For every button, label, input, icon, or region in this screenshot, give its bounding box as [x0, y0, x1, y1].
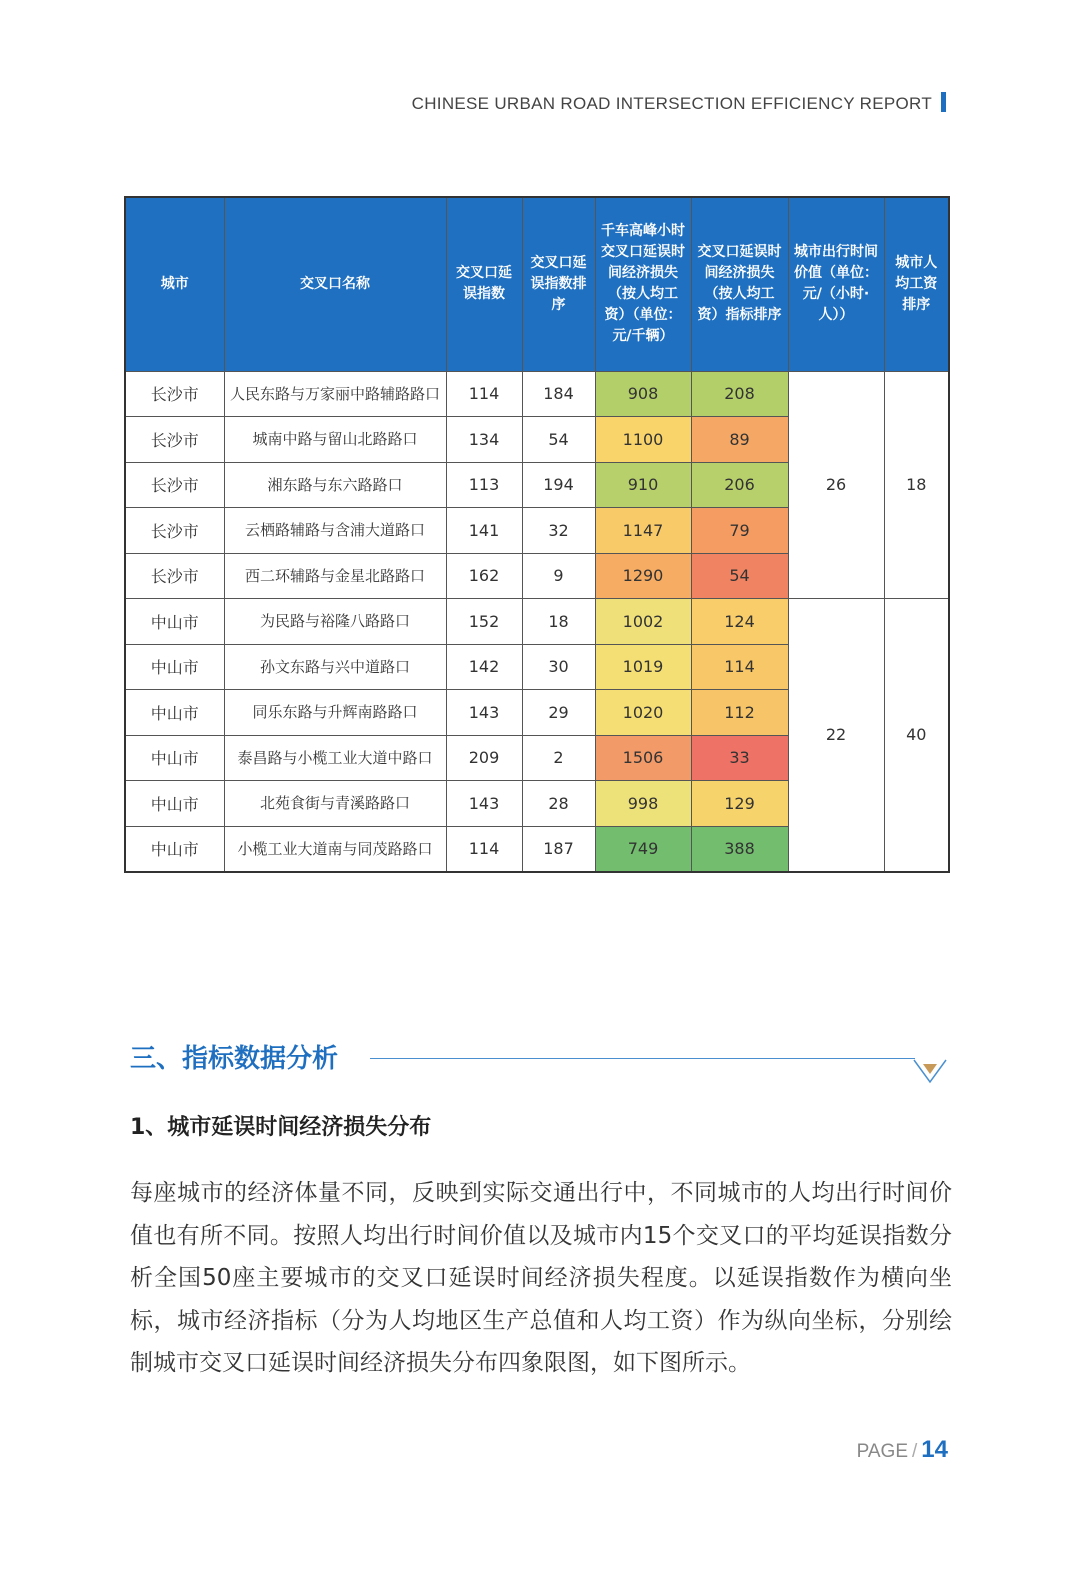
cell-loss-rank: 89 — [691, 417, 788, 463]
cell-city: 中山市 — [125, 781, 224, 827]
cell-index-rank: 187 — [522, 826, 595, 872]
cell-index: 143 — [446, 781, 522, 827]
cell-index: 114 — [446, 826, 522, 872]
cell-loss-rank: 208 — [691, 371, 788, 417]
col-header-city: 城市 — [125, 197, 224, 371]
cell-index: 209 — [446, 735, 522, 781]
col-header-index-rank: 交叉口延误指数排序 — [522, 197, 595, 371]
cell-time-value: 26 — [788, 371, 884, 599]
cell-loss-rank: 79 — [691, 508, 788, 554]
cell-index-rank: 2 — [522, 735, 595, 781]
section-divider — [370, 1058, 915, 1059]
cell-index-rank: 9 — [522, 553, 595, 599]
page-number-value: 14 — [921, 1436, 948, 1463]
col-header-wage-rank: 城市人均工资排序 — [884, 197, 949, 371]
cell-name: 泰昌路与小榄工业大道中路口 — [224, 735, 446, 781]
cell-index-rank: 29 — [522, 690, 595, 736]
cell-index: 152 — [446, 599, 522, 645]
cell-index-rank: 18 — [522, 599, 595, 645]
cell-loss-rank: 114 — [691, 644, 788, 690]
cell-loss: 1147 — [595, 508, 691, 554]
col-header-time-value: 城市出行时间价值（单位：元/（小时·人）） — [788, 197, 884, 371]
intersection-table — [124, 196, 950, 873]
cell-loss-rank: 112 — [691, 690, 788, 736]
cell-index: 143 — [446, 690, 522, 736]
cell-name: 云栖路辅路与含浦大道路口 — [224, 508, 446, 554]
page-label: PAGE — [856, 1441, 909, 1462]
cell-index-rank: 28 — [522, 781, 595, 827]
cell-name: 同乐东路与升辉南路路口 — [224, 690, 446, 736]
cell-loss: 1100 — [595, 417, 691, 463]
cell-index-rank: 30 — [522, 644, 595, 690]
cell-city: 长沙市 — [125, 508, 224, 554]
cell-index-rank: 184 — [522, 371, 595, 417]
cell-name: 湘东路与东六路路口 — [224, 462, 446, 508]
cell-index: 113 — [446, 462, 522, 508]
cell-loss-rank: 129 — [691, 781, 788, 827]
triangle-down-icon — [912, 1058, 948, 1084]
cell-wage-rank: 18 — [884, 371, 949, 599]
table-row — [125, 371, 949, 417]
cell-loss: 1506 — [595, 735, 691, 781]
cell-city: 中山市 — [125, 644, 224, 690]
cell-loss: 1002 — [595, 599, 691, 645]
cell-city: 中山市 — [125, 826, 224, 872]
report-header-title: CHINESE URBAN ROAD INTERSECTION EFFICIENCY REPORT — [411, 94, 932, 113]
sub-section-title: 1、城市延误时间经济损失分布 — [130, 1115, 432, 1140]
cell-index: 141 — [446, 508, 522, 554]
cell-loss-rank: 33 — [691, 735, 788, 781]
cell-loss-rank: 388 — [691, 826, 788, 872]
cell-city: 中山市 — [125, 599, 224, 645]
table-row — [125, 599, 949, 645]
page-slash: / — [912, 1441, 918, 1462]
cell-wage-rank: 40 — [884, 599, 949, 872]
header-accent-bar — [941, 92, 946, 112]
cell-city: 长沙市 — [125, 462, 224, 508]
section-title: 三、指标数据分析 — [130, 1044, 339, 1074]
cell-loss: 998 — [595, 781, 691, 827]
cell-loss-rank: 124 — [691, 599, 788, 645]
cell-name: 人民东路与万家丽中路辅路路口 — [224, 371, 446, 417]
cell-index: 134 — [446, 417, 522, 463]
cell-loss: 910 — [595, 462, 691, 508]
cell-index-rank: 54 — [522, 417, 595, 463]
cell-loss: 1020 — [595, 690, 691, 736]
cell-index: 162 — [446, 553, 522, 599]
col-header-loss-rank: 交叉口延误时间经济损失（按人均工资）指标排序 — [691, 197, 788, 371]
cell-city: 长沙市 — [125, 371, 224, 417]
cell-name: 城南中路与留山北路路口 — [224, 417, 446, 463]
cell-loss: 908 — [595, 371, 691, 417]
cell-city: 长沙市 — [125, 417, 224, 463]
cell-index: 114 — [446, 371, 522, 417]
page-number — [857, 1436, 948, 1464]
cell-index-rank: 32 — [522, 508, 595, 554]
table-header-row — [125, 197, 949, 371]
cell-index: 142 — [446, 644, 522, 690]
cell-name: 小榄工业大道南与同茂路路口 — [224, 826, 446, 872]
cell-loss: 1290 — [595, 553, 691, 599]
cell-name: 西二环辅路与金星北路路口 — [224, 553, 446, 599]
body-paragraph: 每座城市的经济体量不同，反映到实际交通出行中，不同城市的人均出行时间价值也有所不同。按照人均出行时间价值以及城市内15个交叉口的平均延误指数分析全国50座主要城市的交叉口延误时间经济损失程度。以延误指数作为横向坐标，城市经济指标（分为人均地区生产总值和人均工资）作为纵向坐标，分别绘制城市交叉口延误时间经济损失分布四象限图，如下图所示。 — [130, 1180, 952, 1376]
cell-loss: 1019 — [595, 644, 691, 690]
cell-loss-rank: 206 — [691, 462, 788, 508]
col-header-index: 交叉口延误指数 — [446, 197, 522, 371]
cell-name: 北苑食街与青溪路路口 — [224, 781, 446, 827]
cell-city: 中山市 — [125, 690, 224, 736]
cell-name: 为民路与裕隆八路路口 — [224, 599, 446, 645]
cell-loss-rank: 54 — [691, 553, 788, 599]
cell-name: 孙文东路与兴中道路口 — [224, 644, 446, 690]
cell-time-value: 22 — [788, 599, 884, 872]
col-header-loss: 千车高峰小时交叉口延误时间经济损失（按人均工资）（单位：元/千辆） — [595, 197, 691, 371]
cell-index-rank: 194 — [522, 462, 595, 508]
cell-city: 中山市 — [125, 735, 224, 781]
col-header-name: 交叉口名称 — [224, 197, 446, 371]
cell-loss: 749 — [595, 826, 691, 872]
cell-city: 长沙市 — [125, 553, 224, 599]
